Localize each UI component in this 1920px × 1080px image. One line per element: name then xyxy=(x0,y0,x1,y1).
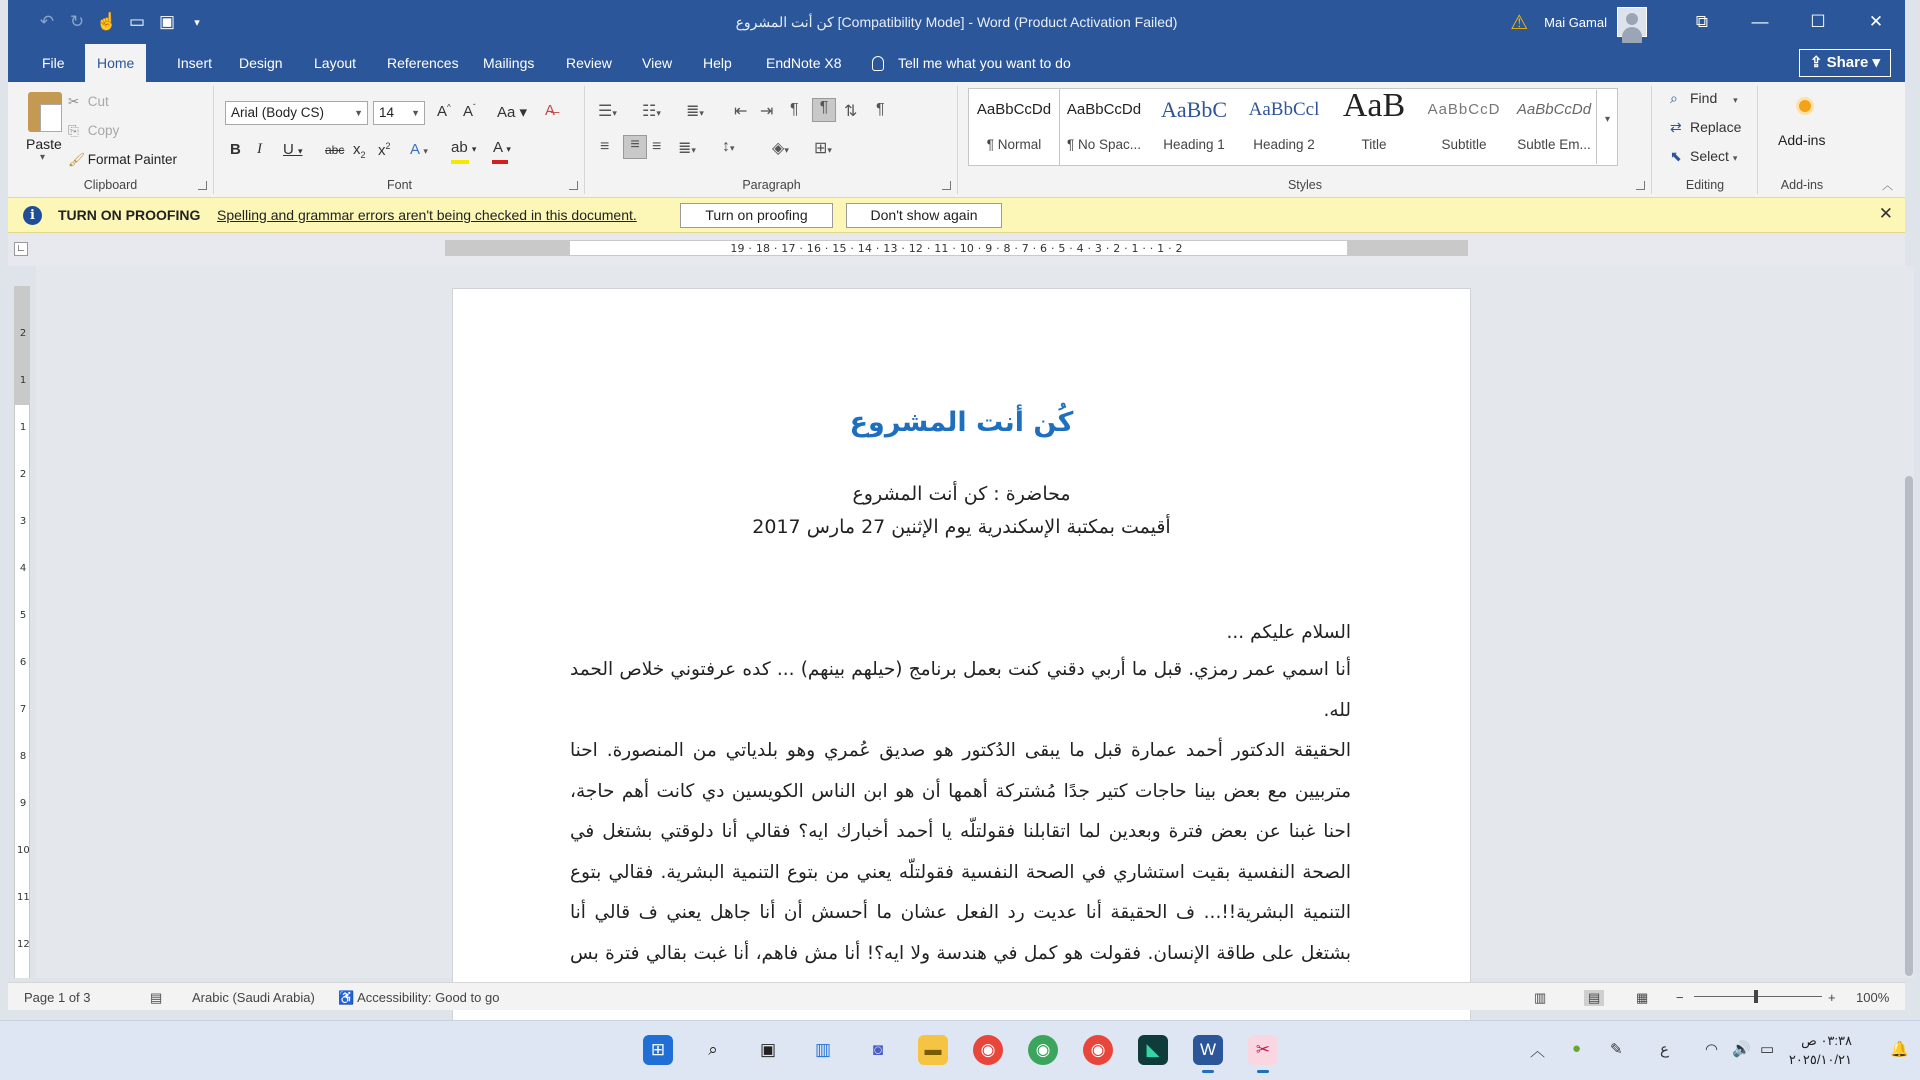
ruler-number: 6 xyxy=(19,657,27,668)
title-bar xyxy=(8,0,1905,44)
proofing-icon[interactable]: ▤ xyxy=(150,990,163,1005)
page-count[interactable]: Page 1 of 3 xyxy=(24,990,91,1005)
dialog-launcher-icon[interactable] xyxy=(569,181,578,190)
dont-show-again-button[interactable]: Don't show again xyxy=(846,203,1002,228)
highlight-icon[interactable]: ab ▾ xyxy=(451,139,477,156)
snipping-tool-icon[interactable]: ✂ xyxy=(1248,1035,1278,1065)
align-center-icon[interactable]: ≡ xyxy=(623,135,647,159)
search-icon: ⌕ xyxy=(1670,90,1678,106)
multilevel-list-icon[interactable]: ≣▾ xyxy=(686,103,704,120)
align-left-icon[interactable]: ≡ xyxy=(600,138,610,155)
accessibility-label: Accessibility: Good to go xyxy=(357,990,500,1005)
addins-button[interactable]: Add-ins xyxy=(1778,132,1826,148)
replace-label: Replace xyxy=(1690,119,1742,135)
document-title[interactable]: كُن أنت المشروع xyxy=(849,407,1074,438)
scrollbar-thumb[interactable] xyxy=(1905,476,1913,976)
style-normal[interactable] xyxy=(969,89,1059,165)
style-sample: AaBbCcl xyxy=(1248,99,1320,120)
paragraph-label: Paragraph xyxy=(742,178,801,192)
styles-label: Styles xyxy=(1287,178,1323,192)
open-icon[interactable]: ▭ xyxy=(128,12,146,31)
ruler-number: 7 xyxy=(19,704,27,715)
task-view-icon[interactable]: ▣ xyxy=(759,1040,777,1059)
proofing-message-bar xyxy=(8,198,1905,233)
dialog-launcher-icon[interactable] xyxy=(1636,181,1645,190)
find-label: Find xyxy=(1690,90,1718,106)
superscript-icon[interactable]: $x^2$ xyxy=(378,141,391,159)
date-line[interactable]: أقيمت بمكتبة الإسكندرية يوم الإثنين 27 مارس 2017 xyxy=(752,516,1171,538)
align-right-icon[interactable]: ≡ xyxy=(652,138,662,155)
styles-more-icon[interactable]: ▾ xyxy=(1596,90,1618,164)
customize-qat-icon[interactable]: ▾ xyxy=(194,16,200,29)
status-bar xyxy=(8,982,1905,1010)
lightbulb-icon xyxy=(872,56,884,71)
ruler-number: 1 xyxy=(19,375,27,386)
message-title: TURN ON PROOFING xyxy=(58,207,201,223)
clear-formatting-icon[interactable]: A̶ xyxy=(545,102,556,119)
format-painter-button[interactable] xyxy=(68,152,177,168)
bullets-icon[interactable]: ☰▾ xyxy=(598,103,617,120)
terminal-app-icon[interactable]: ◣ xyxy=(1138,1035,1168,1065)
tab-mailings[interactable]: Mailings xyxy=(483,55,535,71)
style-name: Subtle Em... xyxy=(1517,137,1591,152)
language-status[interactable]: Arabic (Saudi Arabia) xyxy=(192,990,315,1005)
widgets-icon[interactable]: ▥ xyxy=(814,1040,832,1059)
style-name: Subtitle xyxy=(1441,137,1487,152)
tray-app-icon[interactable]: ● xyxy=(1572,1040,1582,1057)
underline-icon[interactable]: U ▾ xyxy=(283,141,303,158)
intro-paragraph[interactable]: أنا اسمي عمر رمزي. قبل ما أربي دقني كنت بعمل برنامج (حيلهم بينهم) ... كده عرفتوني خلاص الحمد لله. xyxy=(570,659,1351,721)
style-sample: AaB xyxy=(1342,87,1406,124)
tab-endnote[interactable]: EndNote X8 xyxy=(766,55,842,71)
story-paragraph[interactable]: الحقيقة الدكتور أحمد عمارة قبل ما يبقى الدُكتور هو صديق عُمري وهو بلدياتي من المنصورة. احنا متربيين مع بعض بينا حاجات كتير جدًا مُشتركة أهمها أن هو ابن الناس الكويسين دي كانت أهم حاجة، احنا غبنا عن بعض فترة وبعدين لما اتقابلنا فقولتلّه يا أحمد أخبارك ايه؟ فقالي أنا دلوقتي بشتغل في الصحة النفسية بقيت استشاري في الصحة النفسية فقولتلّه يعني من بتوع التنمية البشرية. فقالي بتوع التنمية البشرية!!... ف الحقيقة أنا عديت رد الفعل عشان ما أحسش أن أنا جاهل يعني ف قالي أنا بشتغل على طاقة الإنسان. فقولت هو كمل في هندسة ولا ايه؟! أنا مش فاهم، أنا غبت بقالي فترة بس xyxy=(570,740,1351,964)
paste-icon[interactable] xyxy=(28,92,62,132)
document-area[interactable] xyxy=(36,266,1905,978)
ribbon-tabs xyxy=(8,44,1905,82)
style-name: ¶ No Spac... xyxy=(1066,137,1142,152)
style-name: Title xyxy=(1361,137,1387,152)
ltr-direction-icon[interactable]: ¶ xyxy=(790,101,799,118)
chevron-down-icon: ▾ xyxy=(1732,153,1738,163)
paragraph-group xyxy=(586,86,958,194)
style-heading-1[interactable] xyxy=(1149,89,1239,165)
shading-icon[interactable]: ◈▾ xyxy=(772,140,789,157)
clipboard-label: Clipboard xyxy=(83,178,138,192)
tab-layout[interactable]: Layout xyxy=(314,55,357,71)
font-size-value: 14 xyxy=(379,105,395,120)
change-case-icon[interactable]: Aa ▾ xyxy=(497,104,528,121)
style-name: ¶ Normal xyxy=(986,137,1042,152)
clock[interactable] xyxy=(1789,1031,1852,1069)
chevron-up-icon[interactable]: ︿ xyxy=(1530,1043,1546,1060)
editing-label: Editing xyxy=(1685,178,1725,192)
input-language[interactable]: ع xyxy=(1660,1041,1669,1058)
ruler-number: 9 xyxy=(19,798,27,809)
accessibility-icon: ♿ xyxy=(338,990,355,1005)
chrome-canary-icon[interactable]: ◉ xyxy=(1028,1035,1058,1065)
style-title[interactable] xyxy=(1329,89,1419,165)
numbering-icon[interactable]: ☷▾ xyxy=(642,103,661,120)
grow-font-icon[interactable]: A^ xyxy=(437,103,451,120)
maximize-icon[interactable]: ☐ xyxy=(1810,12,1826,31)
print-layout-icon[interactable]: ▤ xyxy=(1584,990,1604,1006)
cursor-icon: ⬉ xyxy=(1670,148,1682,164)
tell-me-label: Tell me what you want to do xyxy=(898,55,1071,71)
find-button[interactable] xyxy=(1670,90,1738,107)
font-size-box[interactable] xyxy=(373,101,425,125)
scissors-icon: ✂ xyxy=(68,94,80,109)
clipboard-group xyxy=(8,86,214,194)
tab-review[interactable]: Review xyxy=(566,55,612,71)
zoom-level[interactable]: 100% xyxy=(1856,990,1890,1005)
ruler-number: 2 xyxy=(19,469,27,480)
paste-button[interactable]: Paste xyxy=(26,136,62,152)
web-layout-icon[interactable]: ▦ xyxy=(1636,990,1649,1005)
avatar[interactable] xyxy=(1617,7,1647,37)
vertical-scrollbar[interactable] xyxy=(1902,266,1914,978)
ribbon-display-options-icon[interactable]: ⧉ xyxy=(1695,12,1709,31)
warning-icon[interactable]: ⚠ xyxy=(1510,11,1529,34)
accessibility-status[interactable] xyxy=(338,990,499,1006)
turn-on-proofing-button[interactable]: Turn on proofing xyxy=(680,203,833,228)
close-icon[interactable]: ✕ xyxy=(1878,204,1893,223)
line-spacing-icon[interactable]: ↕▾ xyxy=(722,138,735,155)
style-name: Heading 2 xyxy=(1253,137,1315,152)
dialog-launcher-icon[interactable] xyxy=(198,181,207,190)
font-label: Font xyxy=(386,178,412,192)
chat-icon[interactable]: ◙ xyxy=(872,1040,884,1059)
file-explorer-icon[interactable]: ▬ xyxy=(918,1035,948,1065)
replace-icon: ⇄ xyxy=(1670,119,1682,135)
touch-mode-icon[interactable]: ☝ xyxy=(96,12,118,31)
ruler-number: 12 xyxy=(17,939,30,950)
zoom-out-icon[interactable]: − xyxy=(1676,990,1684,1005)
bold-icon[interactable]: B xyxy=(230,141,241,158)
select-label: Select xyxy=(1690,148,1729,164)
wifi-icon[interactable]: ◠ xyxy=(1705,1041,1719,1058)
tab-view[interactable]: View xyxy=(642,55,673,71)
start-icon[interactable]: ⊞ xyxy=(643,1035,673,1065)
format-painter-label: Format Painter xyxy=(87,152,178,167)
font-group xyxy=(215,86,585,194)
style-name: Heading 1 xyxy=(1163,137,1225,152)
style-no-spacing[interactable] xyxy=(1059,89,1149,165)
zoom-in-icon[interactable]: + xyxy=(1828,990,1836,1005)
ruler-numbers: 19 · 18 · 17 · 16 · 15 · 14 · 13 · 12 · 11 · 10 · 9 · 8 · 7 · 6 · 5 · 4 · 3 · 2 · 1 · · 1 · 2 xyxy=(730,242,1183,255)
vertical-ruler-numbers xyxy=(17,310,29,968)
style-subtitle[interactable] xyxy=(1419,89,1509,165)
save-icon[interactable]: ▣ xyxy=(158,12,176,31)
horizontal-ruler[interactable] xyxy=(445,240,1468,256)
styles-gallery xyxy=(968,88,1618,166)
undo-icon[interactable]: ↶ xyxy=(39,12,55,31)
ruler-number: 8 xyxy=(19,751,27,762)
notifications-icon[interactable]: 🔔 xyxy=(1890,1041,1909,1058)
ruler-number: 10 xyxy=(17,845,30,856)
chevron-down-icon: ▾ xyxy=(1733,95,1738,105)
copy-button[interactable] xyxy=(68,123,119,139)
increase-indent-icon[interactable]: ⇥ xyxy=(760,103,774,120)
font-name-box[interactable] xyxy=(225,101,368,125)
tell-me-search[interactable] xyxy=(872,44,1071,82)
paintbrush-icon: 🖌 xyxy=(68,152,86,167)
show-formatting-icon[interactable]: ¶ xyxy=(876,101,885,118)
cut-label: Cut xyxy=(87,94,109,109)
strikethrough-icon[interactable]: abc xyxy=(325,143,345,157)
style-sample: AaBbC xyxy=(1161,97,1227,122)
clock-time: ٠٣:٣٨ ص xyxy=(1801,1033,1852,1048)
chevron-down-icon: ▼ xyxy=(411,108,420,118)
minimize-icon[interactable]: — xyxy=(1751,12,1769,31)
chevron-down-icon[interactable]: ▾ xyxy=(40,152,46,163)
tab-insert[interactable]: Insert xyxy=(177,55,213,71)
addins-label: Add-ins xyxy=(1780,178,1824,192)
user-name[interactable]: Mai Gamal xyxy=(1544,14,1607,30)
style-heading-2[interactable] xyxy=(1239,89,1329,165)
zoom-slider[interactable] xyxy=(1694,996,1822,997)
rtl-direction-icon[interactable]: ¶ xyxy=(812,98,836,122)
document-page[interactable] xyxy=(452,288,1471,1048)
tab-help[interactable]: Help xyxy=(703,55,732,71)
replace-button[interactable] xyxy=(1670,119,1741,136)
ruler-number: 11 xyxy=(17,892,30,903)
battery-icon[interactable]: ▭ xyxy=(1760,1041,1775,1058)
ruler-number: 3 xyxy=(19,516,27,527)
sort-icon[interactable]: ⇅ xyxy=(844,103,858,120)
style-sample: AaBbCcDd xyxy=(1516,101,1592,118)
select-button[interactable] xyxy=(1670,148,1737,165)
share-label: Share xyxy=(1826,54,1869,71)
tab-file[interactable]: File xyxy=(42,55,65,71)
decrease-indent-icon[interactable]: ⇤ xyxy=(734,103,748,120)
collapse-ribbon-icon[interactable]: ︿ xyxy=(1882,180,1893,192)
copy-icon: ⎘ xyxy=(68,123,79,138)
tab-references[interactable]: References xyxy=(387,55,459,71)
tab-home[interactable]: Home xyxy=(85,44,146,82)
style-sample: AaBbCcD xyxy=(1427,101,1501,118)
style-sample: AaBbCcDd xyxy=(976,101,1052,118)
chevron-down-icon: ▼ xyxy=(354,108,363,118)
text-effects-icon[interactable]: A ▾ xyxy=(410,141,428,158)
volume-icon[interactable]: 🔊 xyxy=(1732,1041,1751,1058)
ruler-number: 1 xyxy=(19,422,27,433)
search-icon[interactable]: ⌕ xyxy=(708,1040,718,1059)
clock-date: ٢٠٢٥/١٠/٢١ xyxy=(1788,1052,1852,1067)
ruler-number: 2 xyxy=(19,328,27,339)
share-button[interactable]: ⇪ Share ▾ xyxy=(1799,49,1891,77)
subscript-icon[interactable]: $x_2$ xyxy=(353,141,366,160)
font-name-value: Arial (Body CS) xyxy=(231,105,325,120)
shrink-font-icon[interactable]: $A^ˇ$ xyxy=(463,103,476,120)
read-mode-icon[interactable]: ▥ xyxy=(1534,990,1547,1005)
italic-icon[interactable]: I xyxy=(257,141,262,157)
tab-design[interactable]: Design xyxy=(239,55,283,71)
ruler-number: 5 xyxy=(19,610,27,621)
zoom-slider-thumb[interactable] xyxy=(1754,990,1758,1003)
chrome-icon[interactable]: ◉ xyxy=(973,1035,1003,1065)
vertical-ruler[interactable] xyxy=(14,286,30,978)
style-sample: AaBbCcDd xyxy=(1066,101,1142,118)
style-subtle-emphasis[interactable] xyxy=(1509,89,1599,165)
justify-icon[interactable]: ≣▾ xyxy=(678,140,696,157)
dialog-launcher-icon[interactable] xyxy=(942,181,951,190)
greeting-paragraph[interactable]: السلام عليكم ... xyxy=(1226,622,1351,643)
ruler-number: 4 xyxy=(19,563,27,574)
message-text[interactable]: Spelling and grammar errors aren't being checked in this document. xyxy=(217,207,637,223)
info-icon: i xyxy=(23,206,42,225)
ribbon xyxy=(8,82,1905,198)
copy-label: Copy xyxy=(87,123,120,138)
font-color-swatch xyxy=(492,160,508,164)
tab-selector-icon[interactable]: ∟ xyxy=(14,242,28,256)
cut-button[interactable] xyxy=(68,94,109,110)
addins-icon[interactable] xyxy=(1799,100,1811,112)
taskbar xyxy=(0,1020,1920,1080)
redo-icon[interactable]: ↻ xyxy=(69,12,85,31)
close-icon[interactable]: ✕ xyxy=(1868,12,1884,31)
window-title: كن أنت المشروع [Compatibility Mode] - Word (Product Activation Failed) xyxy=(735,14,1178,30)
highlight-color-swatch xyxy=(451,160,469,164)
font-color-icon[interactable]: A ▾ xyxy=(493,139,511,156)
borders-icon[interactable]: ⊞▾ xyxy=(814,140,832,157)
pen-icon[interactable]: ✎ xyxy=(1610,1041,1623,1058)
chrome-profile-icon[interactable]: ◉ xyxy=(1083,1035,1113,1065)
word-icon[interactable]: W xyxy=(1193,1035,1223,1065)
lecture-line[interactable]: محاضرة : كن أنت المشروع xyxy=(852,483,1071,505)
